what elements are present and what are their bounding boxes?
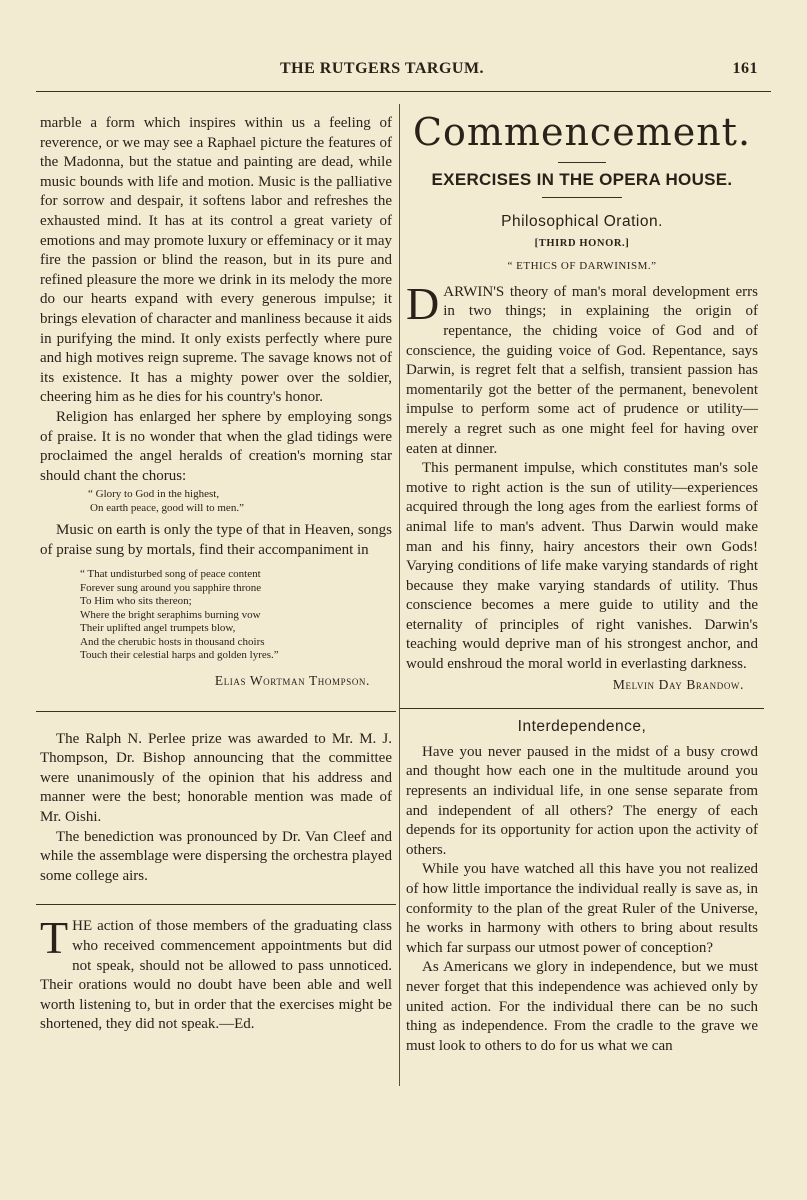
page-number: 161 xyxy=(732,60,758,77)
header-rule xyxy=(36,91,771,92)
music-earth-paragraph: Music on earth is only the type of that in Heaven, songs of praise sung by mortals, find their accompaniment in xyxy=(40,522,392,558)
section-separator xyxy=(36,904,396,905)
verse-line: “ That undisturbed song of peace content xyxy=(80,568,261,581)
drop-cap: D xyxy=(406,277,440,329)
honor-label: [THIRD HONOR.] xyxy=(534,237,630,249)
action-text: HE action of those members of the graduating class who received commencement appointments but did not speak, should not be allowed to pass unnoticed. Their orations would no doubt have been able and well worth listening to, but in order that the exercises might be shortened, they did not speak.—Ed. xyxy=(40,918,392,1033)
section-separator xyxy=(400,708,764,709)
benediction-paragraph: The benediction was pronounced by Dr. Van Cleef and while the assemblage were dispersing the orchestra played some college airs. xyxy=(40,828,392,884)
drop-cap: T xyxy=(40,912,69,964)
verse-line: To Him who sits thereon; xyxy=(80,595,192,608)
oration-title: “ ETHICS OF DARWINISM.” xyxy=(507,260,657,273)
title-rule xyxy=(558,162,606,163)
interdependence-heading: Interdependence, xyxy=(517,718,647,736)
verse-line: “ Glory to God in the highest, xyxy=(88,488,220,501)
permanent-impulse-paragraph: This permanent impulse, which constitutes man's sole motive to right action is the sun of utility—experiences acquired through the long ages from the earliest forms of animal life to man's advent. Thus Darwin would make man and his finny, hairy ancestors their own Gods! Varying conditions of life make varying standards of right because they make varying standards of utility. Thus conscience becomes a mere guide to utility and the eternality of principles of right vanishes. Darwin's teaching would deprive man of his strongest anchor, and would enshroud the moral world in everlasting darkness. xyxy=(406,460,758,673)
verse-line: Touch their celestial harps and golden lyres.” xyxy=(80,649,279,662)
right-column xyxy=(406,110,758,1056)
music-paragraph: marble a form which inspires within us a feeling of reverence, or we may see a Raphael picture the features of the Madonna, but the statue and painting are dead, while music bounds with life and motion. Music is the palliative for sorrow and despair, it softens labor and refreshes the exhausted mind. It has at its control a great variety of emotions and may promote luxury or effeminacy or it may fire the passion or blind the reason, but in its pure and refined pleasure the more we drink in its melody the more do our hearts expand with every generous impulse; it brings elevation of character and manliness because it aids in purifying the mind. It only exists perfectly where pure and high motives reign supreme. The savage knows not of its existence. It has a mighty power over the soldier, cheering him as he dies for his country's honor. xyxy=(40,115,392,406)
darwin-text: ARWIN'S theory of man's moral development errs in two things; in explaining the origin of repentance, the chiding voice of God and of conscience, the guiding voice of God. Repentance, says Darwin, is regret felt that a selfish, transient passion has momentarily got the better of the permanent, benevolent impulse to perform some act of prudence or utility—merely a regret such as one might feel for having over eaten at dinner. xyxy=(406,283,758,457)
religion-paragraph: Religion has enlarged her sphere by employing songs of praise. It is no wonder that when the glad tidings were proclaimed the angel heralds of creation's morning star should chant the chorus: xyxy=(40,408,392,484)
perlee-prize-paragraph: The Ralph N. Perlee prize was awarded to Mr. M. J. Thompson, Dr. Bishop announcing that the committee were unanimously of the opinion that his address and manner were the best; honorable mention was made of Mr. Oishi. xyxy=(40,730,392,825)
glory-verse xyxy=(88,488,392,515)
interdependence-paragraph-2: While you have watched all this have you not realized of how little importance the individual really is save as, in conformity to the plan of the great Ruler of the Universe, he works in harmony with others to bring about results which far surpass our utmost power of conception? xyxy=(406,861,758,956)
philosophical-oration-heading: Philosophical Oration. xyxy=(501,213,663,230)
opera-house-heading: EXERCISES IN THE OPERA HOUSE. xyxy=(431,170,733,189)
interdependence-paragraph-1: Have you never paused in the midst of a busy crowd and thought how each one in the multitude around you represents an individual life, in one sense separate from and independent of all others? The energy of each depends for its opportunity for action upon the activity of others. xyxy=(406,743,758,858)
left-column xyxy=(40,114,392,1035)
thompson-signature: Elias Wortman Thompson. xyxy=(214,672,370,688)
heading-rule xyxy=(542,197,622,198)
column-divider xyxy=(399,104,400,1086)
verse-line: And the cherubic hosts in thousand choirs xyxy=(80,635,265,648)
commencement-title: Commencement. xyxy=(412,110,752,154)
action-paragraph xyxy=(40,912,392,1035)
verse-line: On earth peace, good will to men.” xyxy=(90,501,244,514)
publication-title: THE RUTGERS TARGUM. xyxy=(280,60,485,77)
celestial-verse xyxy=(80,568,392,663)
verse-line: Their uplifted angel trumpets blow, xyxy=(80,622,236,635)
section-separator xyxy=(36,711,396,712)
brandow-signature: Melvin Day Brandow. xyxy=(612,676,744,692)
interdependence-paragraph-3: As Americans we glory in independence, but we must never forget that this independence was achieved only by united action. For the individual there can be no such thing as independence. From the cradle to the grave we must look to others to do for us what we can xyxy=(406,959,758,1054)
darwin-paragraph xyxy=(406,277,758,459)
brandow-signature-row xyxy=(406,675,758,695)
verse-line: Where the bright seraphims burning vow xyxy=(80,608,261,621)
verse-line: Forever sung around you sapphire throne xyxy=(80,581,262,594)
